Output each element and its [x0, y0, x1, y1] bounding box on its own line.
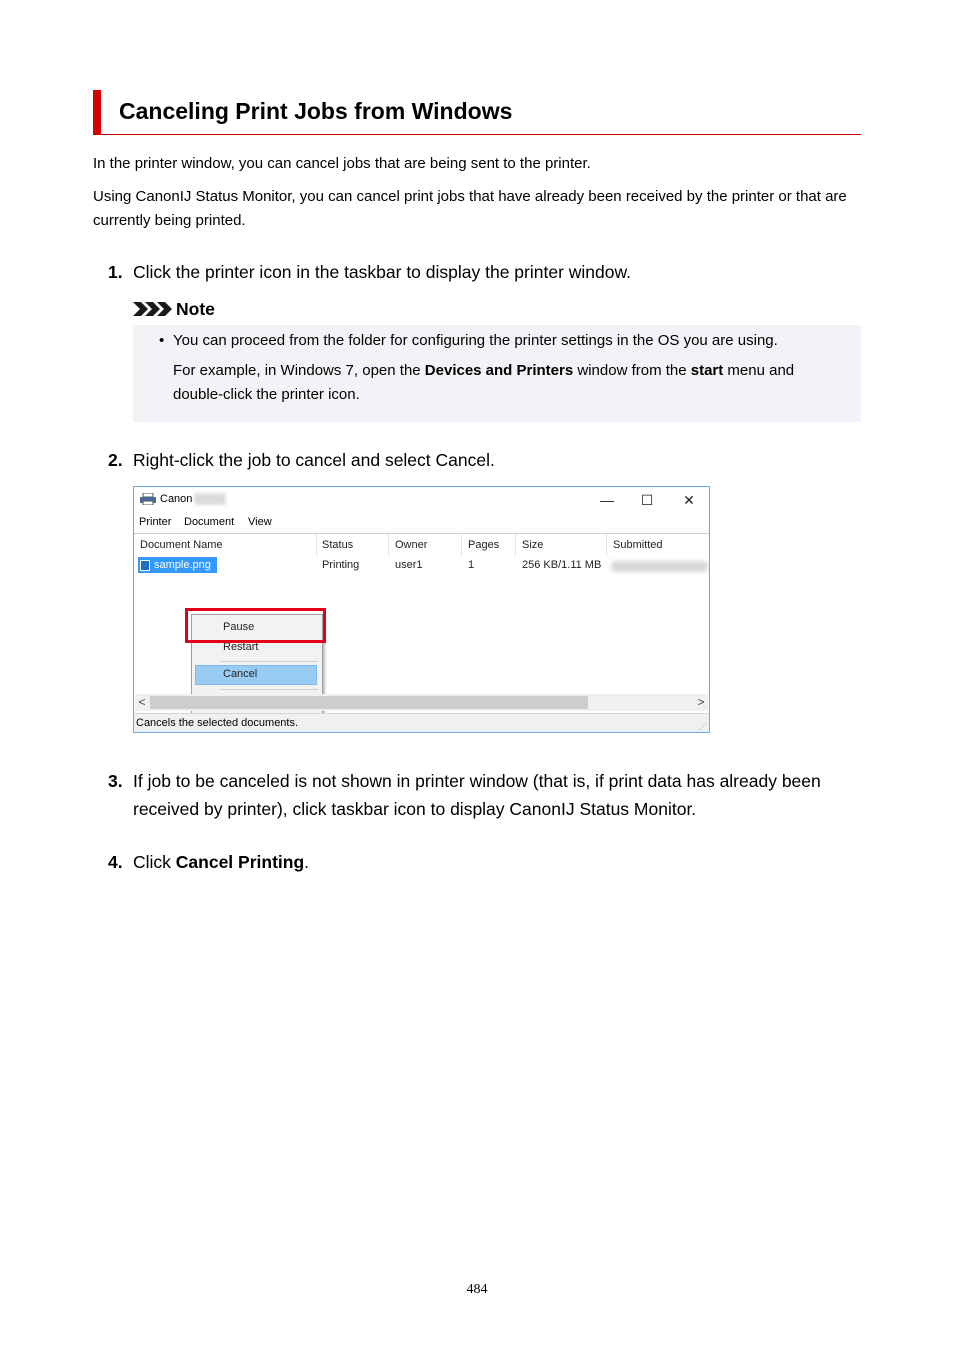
- note-title: Note: [176, 299, 215, 319]
- step-text-prefix: Click: [133, 852, 176, 872]
- page-number: 484: [466, 1282, 488, 1297]
- menu-view[interactable]: View: [248, 516, 272, 528]
- horizontal-scrollbar[interactable]: [135, 694, 708, 711]
- step-number: 4.: [108, 852, 123, 872]
- page-title: Canceling Print Jobs from Windows: [119, 98, 513, 124]
- note-start: start: [690, 362, 724, 379]
- note-text: menu and double-click the printer icon.: [173, 362, 795, 403]
- section-heading: [93, 90, 861, 135]
- note-line-1: You can proceed from the folder for configuring the printer settings in the OS you are using.: [173, 332, 778, 349]
- maximize-button[interactable]: ☐: [640, 492, 654, 508]
- column-separator: [515, 534, 516, 556]
- column-separator: [316, 534, 317, 556]
- job-status: Printing: [322, 559, 360, 571]
- column-separator: [461, 534, 462, 556]
- column-size[interactable]: Size: [522, 539, 544, 551]
- note-text: For example, in Windows 7, open the: [173, 362, 425, 379]
- context-cancel[interactable]: Cancel: [223, 668, 258, 680]
- context-restart[interactable]: Restart: [223, 641, 259, 653]
- step-number: 3.: [108, 771, 123, 791]
- window-menubar: [134, 513, 709, 533]
- note-box: [133, 325, 861, 422]
- heading-accent-bar: [93, 90, 101, 134]
- job-owner: user1: [395, 559, 423, 571]
- window-title: Canon: [160, 493, 193, 505]
- document-icon: [140, 560, 150, 571]
- intro-paragraph-2: Using CanonIJ Status Monitor, you can cancel print jobs that have already been received by the printer or that are currently being printed.: [93, 188, 847, 229]
- window-statusbar: [134, 713, 709, 733]
- blurred-model-name: [194, 493, 226, 505]
- menu-separator: [220, 661, 318, 662]
- column-pages[interactable]: Pages: [468, 539, 500, 551]
- step-number: 2.: [108, 450, 123, 470]
- scrollbar-thumb[interactable]: [150, 696, 588, 709]
- resize-grip-icon[interactable]: ⋰: [699, 722, 707, 731]
- column-separator: [388, 534, 389, 556]
- column-status[interactable]: Status: [322, 539, 354, 551]
- job-document-name: sample.png: [154, 559, 211, 571]
- printer-window-screenshot: [133, 486, 710, 733]
- note-line-2: [173, 359, 843, 407]
- step-number: 1.: [108, 262, 123, 282]
- step-text-suffix: .: [304, 852, 310, 872]
- column-owner[interactable]: Owner: [395, 539, 428, 551]
- note-text: window from the: [573, 362, 691, 379]
- column-submitted[interactable]: Submitted: [613, 539, 663, 551]
- scroll-right-icon[interactable]: >: [697, 695, 705, 709]
- window-titlebar: [134, 487, 709, 513]
- note-arrows-icon: [133, 301, 173, 317]
- menu-document[interactable]: Document: [184, 516, 235, 528]
- intro-paragraph-1: In the printer window, you can cancel jobs that are being sent to the printer.: [93, 155, 591, 172]
- minimize-button[interactable]: —: [600, 492, 614, 508]
- cancel-highlight-box: [185, 608, 326, 643]
- cancel-printing-label: Cancel Printing: [175, 852, 305, 872]
- note-bullet: •: [159, 332, 165, 349]
- step-text: If job to be canceled is not shown in printer window (that is, if print data has already been received by printer), click taskbar icon to display CanonIJ Status Monitor.: [133, 771, 821, 819]
- note-devices-and-printers: Devices and Printers: [424, 362, 574, 379]
- step-text: Right-click the job to cancel and select Cancel.: [133, 450, 495, 470]
- context-pause[interactable]: Pause: [223, 621, 255, 633]
- blurred-submitted-time: [611, 561, 708, 572]
- job-pages: 1: [468, 559, 475, 571]
- job-size: 256 KB/1.11 MB: [522, 559, 602, 571]
- printer-icon: [140, 493, 156, 505]
- menu-printer[interactable]: Printer: [139, 516, 172, 528]
- column-separator: [606, 534, 607, 556]
- close-button[interactable]: ✕: [683, 492, 695, 508]
- step-text: [133, 848, 848, 876]
- status-text: Cancels the selected documents.: [136, 717, 299, 729]
- column-document-name[interactable]: Document Name: [140, 539, 223, 551]
- menu-separator: [220, 689, 318, 690]
- step-text: Click the printer icon in the taskbar to display the printer window.: [133, 262, 632, 282]
- scroll-left-icon[interactable]: <: [138, 695, 146, 709]
